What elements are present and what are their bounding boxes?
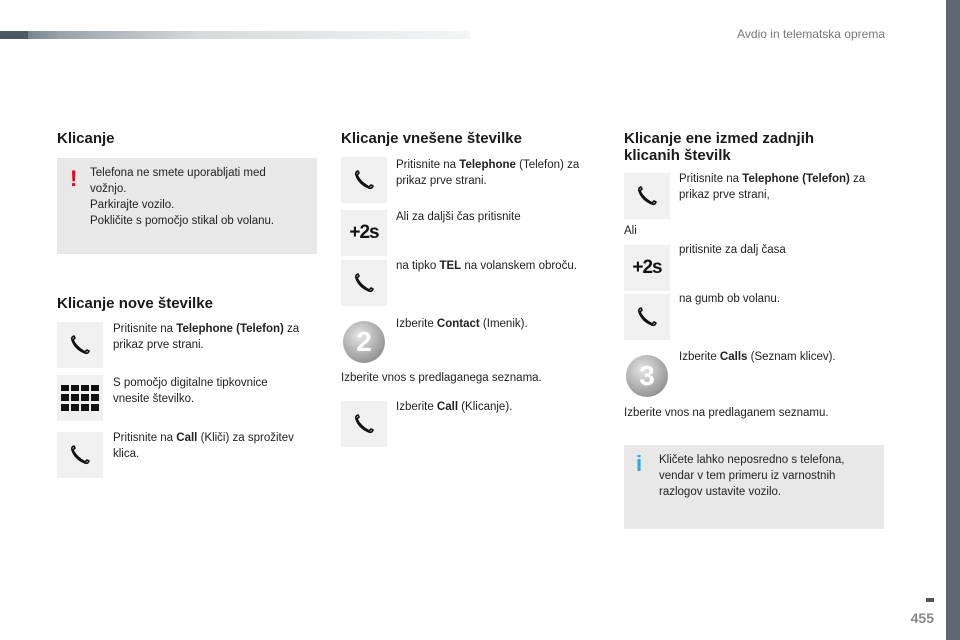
info-text: Kličete lahko neposredno s telefona, vendar v tem primeru iz varnostnih razlogov ustavite vozilo. [659, 454, 845, 498]
page-number: 455 [910, 610, 934, 626]
warning-icon: ! [70, 166, 78, 191]
col2-title: Klicanje vnešene številke [341, 130, 522, 147]
col1-step1-text: Pritisnite na Telephone (Telefon) za prikaz prve strani. [113, 323, 300, 351]
keypad-icon-box [57, 375, 103, 421]
col2-step1-text: Pritisnite na Telephone (Telefon) za prikaz prve strani. [396, 159, 580, 187]
or-label: Ali [624, 225, 637, 237]
phone-icon [67, 332, 93, 358]
page-edge-strip [946, 0, 960, 640]
phone-icon [67, 442, 93, 468]
phone-icon-box [341, 157, 387, 203]
col2-step5-text: Izberite vnos s predlaganega seznama. [341, 372, 542, 384]
call-icon-box [341, 401, 387, 447]
info-icon: i [636, 451, 643, 476]
phone-icon [351, 270, 377, 296]
phone-icon-box [341, 260, 387, 306]
phone-icon [634, 183, 660, 209]
col1-step3-text: Pritisnite na Call (Kliči) za sprožitev klica. [113, 432, 294, 460]
call-icon-box [57, 432, 103, 478]
phone-icon-box [57, 322, 103, 368]
col2-step2-text: Ali za daljši čas pritisnite [396, 211, 521, 223]
phone-icon [634, 304, 660, 330]
col3-step2-text: pritisnite za dalj časa [679, 244, 786, 256]
phone-icon [351, 411, 377, 437]
col1-step2-text: S pomočjo digitalne tipkovnice vnesite številko. [113, 377, 268, 405]
col2-step6-text: Izberite Call (Klicanje). [396, 401, 513, 413]
col3-step1-text: Pritisnite na Telephone (Telefon) za prikaz prve strani, [679, 173, 866, 201]
col2-step3-text: na tipko TEL na volanskem obroču. [396, 260, 577, 272]
phone-icon-box [624, 294, 670, 340]
header-bar [0, 31, 470, 39]
long-press-icon-box [624, 245, 670, 291]
phone-icon [351, 167, 377, 193]
col3-step5-text: Izberite vnos na predlaganem seznamu. [624, 407, 829, 419]
section-title: Avdio in telematska oprema [737, 27, 885, 41]
step-number-badge: 3 [626, 355, 668, 397]
warning-text: Telefona ne smete uporabljati med vožnjo. Parkirajte vozilo. Pokličite s pomočjo stikal ob volanu. [90, 167, 275, 227]
col3-title: Klicanje ene izmed zadnjih klicanih številk [624, 130, 815, 164]
col1-title: Klicanje [57, 130, 115, 147]
long-press-icon-box [341, 210, 387, 256]
col1-subtitle: Klicanje nove številke [57, 295, 213, 312]
long-press-icon: +2s [632, 257, 662, 278]
keypad-icon [60, 383, 100, 413]
phone-icon-box [624, 173, 670, 219]
page-marker [926, 598, 934, 602]
header-bar-accent [0, 31, 28, 39]
col3-step3-text: na gumb ob volanu. [679, 293, 781, 305]
long-press-icon: +2s [349, 222, 379, 243]
col2-step4-text: Izberite Contact (Imenik). [396, 318, 528, 330]
step-number-badge: 2 [343, 321, 385, 363]
col3-step4-text: Izberite Calls (Seznam klicev). [679, 351, 836, 363]
